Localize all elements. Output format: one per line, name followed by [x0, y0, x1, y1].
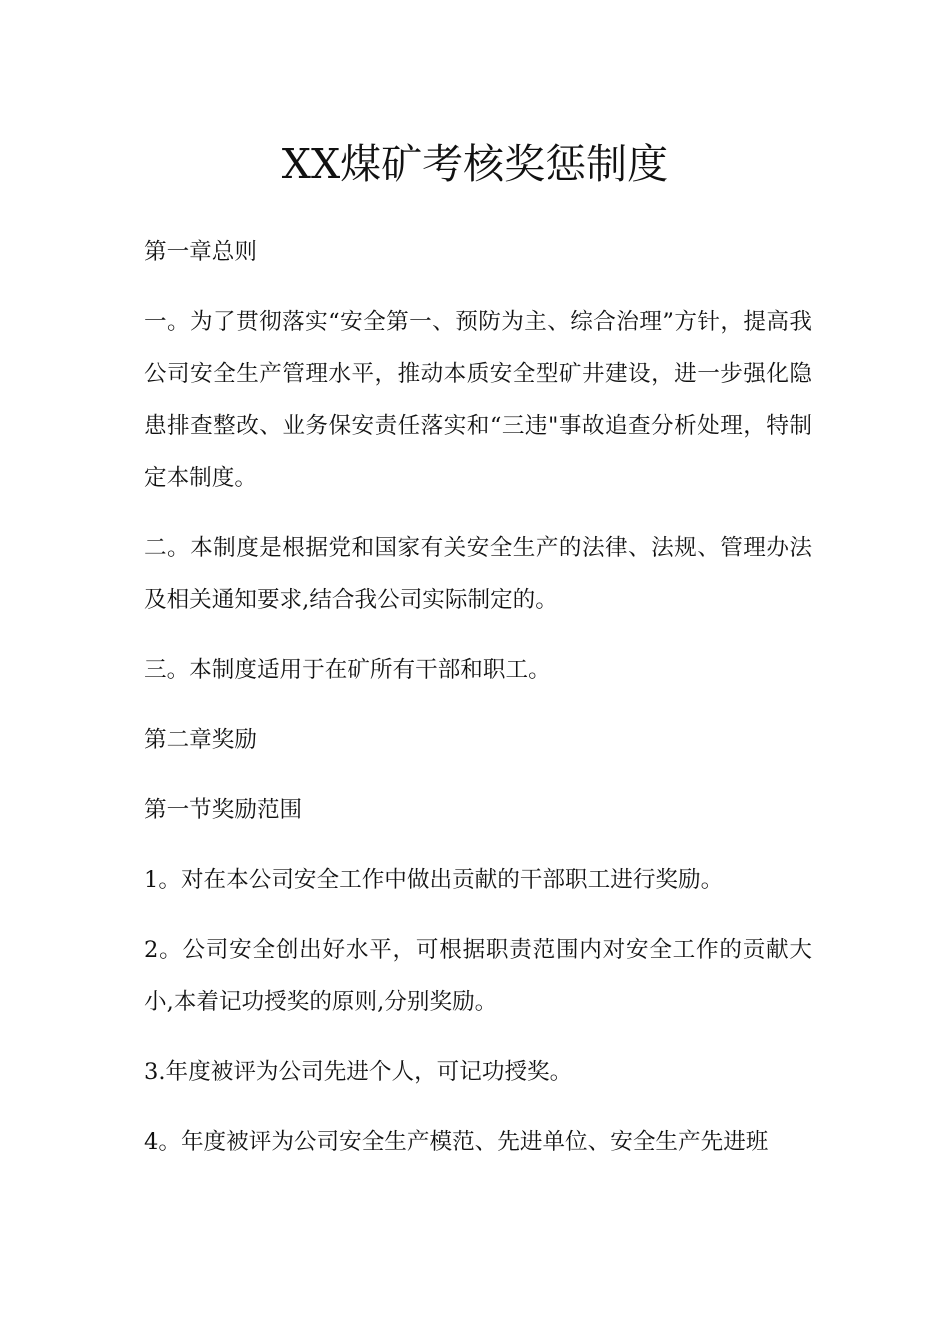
- list-item: 2。公司安全创出好水平，可根据职责范围内对安全工作的贡献大小,本着记功授奖的原则,分别奖励。: [144, 937, 812, 1015]
- document-title: XX煤矿考核奖惩制度: [281, 140, 669, 188]
- list-item: 1。对在本公司安全工作中做出贡献的干部职工进行奖励。: [144, 867, 724, 893]
- paragraph: 二。本制度是根据党和国家有关安全生产的法律、法规、管理办法及相关通知要求,结合我公司实际制定的。: [144, 535, 812, 613]
- list-item: 4。年度被评为公司安全生产模范、先进单位、安全生产先进班: [144, 1129, 769, 1155]
- document-body: [144, 226, 812, 1186]
- section-heading: 第一节奖励范围: [144, 797, 303, 823]
- paragraph: 三。本制度适用于在矿所有干部和职工。: [144, 657, 551, 683]
- paragraph: 一。为了贯彻落实“安全第一、预防为主、综合治理”方针，提高我公司安全生产管理水平，推动本质安全型矿井建设，进一步强化隐患排查整改、业务保安责任落实和“三违"事故追查分析处理，特制定本制度。: [144, 309, 812, 491]
- chapter-heading: 第一章总则: [144, 239, 257, 265]
- chapter-heading: 第二章奖励: [144, 727, 257, 753]
- list-item: 3.年度被评为公司先进个人，可记功授奖。: [144, 1059, 573, 1085]
